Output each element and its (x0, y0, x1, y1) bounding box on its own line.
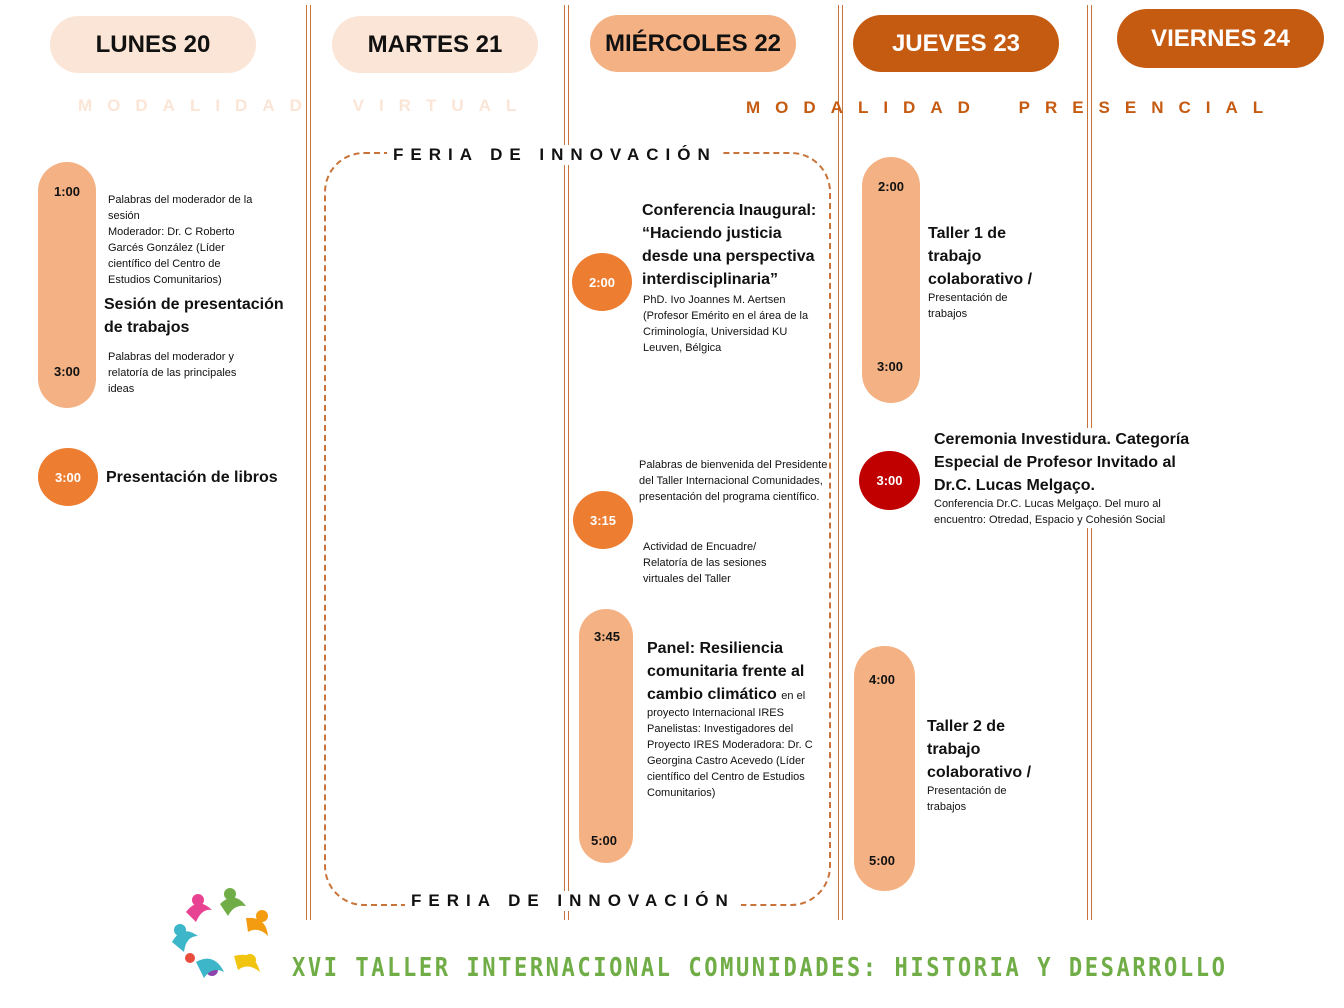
miercoles-encuadre-text: Actividad de Encuadre/ Relatoría de las sesiones virtuales del Taller (643, 541, 767, 585)
jueves-taller1-start: 2:00 (878, 179, 905, 194)
miercoles-panel-text: proyecto Internacional IRES Panelistas: Investigadores del Proyecto IRES Moderadora: Dr. C Georgina Castro Acevedo (Líder científico del Centro de Estudios Comunitarios) (647, 707, 813, 799)
panel-title-main: Panel: Resiliencia comunitaria frente al cambio climático (647, 640, 805, 703)
miercoles-conf-title: Conferencia Inaugural: “Haciendo justicia desde una perspectiva interdisciplinaria” (642, 202, 817, 288)
miercoles-bienvenida-text: Palabras de bienvenida del Presidente del Taller Internacional Comunidades, presentación del programa científico. (639, 459, 828, 503)
day-header-lunes: LUNES 20 (50, 16, 256, 73)
lunes-session-title: Sesión de presentación de trabajos (104, 296, 284, 336)
jueves-ceremonia-title: Ceremonia Investidura. Categoría Especial de Profesor Invitado al Dr.C. Lucas Melgaço. (934, 428, 1192, 497)
column-divider (838, 5, 843, 920)
miercoles-panel-start: 3:45 (594, 629, 621, 644)
day-header-viernes: VIERNES 24 (1117, 9, 1324, 68)
day-header-miercoles: MIÉRCOLES 22 (590, 15, 796, 72)
modalidad-virtual-label: MODALIDAD VIRTUAL (78, 96, 532, 115)
jueves-taller2-title: Taller 2 de trabajo colaborativo / (927, 718, 1032, 781)
jueves-taller2-sub: Presentación de trabajos (927, 785, 1007, 813)
lunes-libros-time-badge: 3:00 (38, 448, 98, 506)
column-divider (306, 5, 311, 920)
jueves-ceremonia-text: Conferencia Dr.C. Lucas Melgaço. Del muro al encuentro: Otredad, Espacio y Cohesión Social (934, 496, 1188, 528)
day-header-jueves: JUEVES 23 (853, 15, 1059, 72)
miercoles-panel-title (647, 637, 827, 708)
lunes-libros-title: Presentación de libros (106, 469, 278, 486)
panel-title-tail: en el (781, 690, 806, 702)
lunes-start-time: 1:00 (54, 184, 81, 199)
miercoles-conf-time-badge: 2:00 (572, 253, 632, 311)
jueves-taller1-title: Taller 1 de trabajo colaborativo / (928, 225, 1033, 288)
jueves-taller2-start: 4:00 (869, 672, 896, 687)
miercoles-bienvenida-time-badge: 3:15 (573, 491, 633, 549)
miercoles-conf-speaker: PhD. Ivo Joannes M. Aertsen (Profesor Emérito en el área de la Criminología, Universidad KU Leuven, Bélgica (643, 294, 809, 354)
miercoles-panel-end: 5:00 (591, 833, 618, 848)
lunes-end-time: 3:00 (54, 364, 81, 379)
jueves-taller1-end: 3:00 (877, 359, 904, 374)
lunes-closing-words: Palabras del moderador y relatoría de las principales ideas (108, 351, 237, 395)
day-header-martes: MARTES 21 (332, 16, 538, 73)
jueves-taller1-sub: Presentación de trabajos (928, 292, 1008, 320)
modalidad-presencial-label: MODALIDAD PRESENCIAL (746, 98, 1279, 117)
feria-innovacion-bottom-label: FERIA DE INNOVACIÓN (405, 891, 741, 911)
footer-title: XVI TALLER INTERNACIONAL COMUNIDADES: HISTORIA Y DESARROLLO (292, 953, 1228, 983)
community-logo-icon (168, 882, 276, 982)
lunes-moderator-name: Moderador: Dr. C Roberto Garcés González (Líder científico del Centro de Estudios Comunitarios) (108, 226, 235, 286)
miercoles-panel-timeline (579, 609, 633, 863)
lunes-moderator-words: Palabras del moderador de la sesión (108, 194, 253, 222)
feria-innovacion-top-label: FERIA DE INNOVACIÓN (387, 145, 723, 165)
jueves-taller2-end: 5:00 (869, 853, 896, 868)
jueves-ceremonia-time-badge: 3:00 (859, 451, 920, 510)
